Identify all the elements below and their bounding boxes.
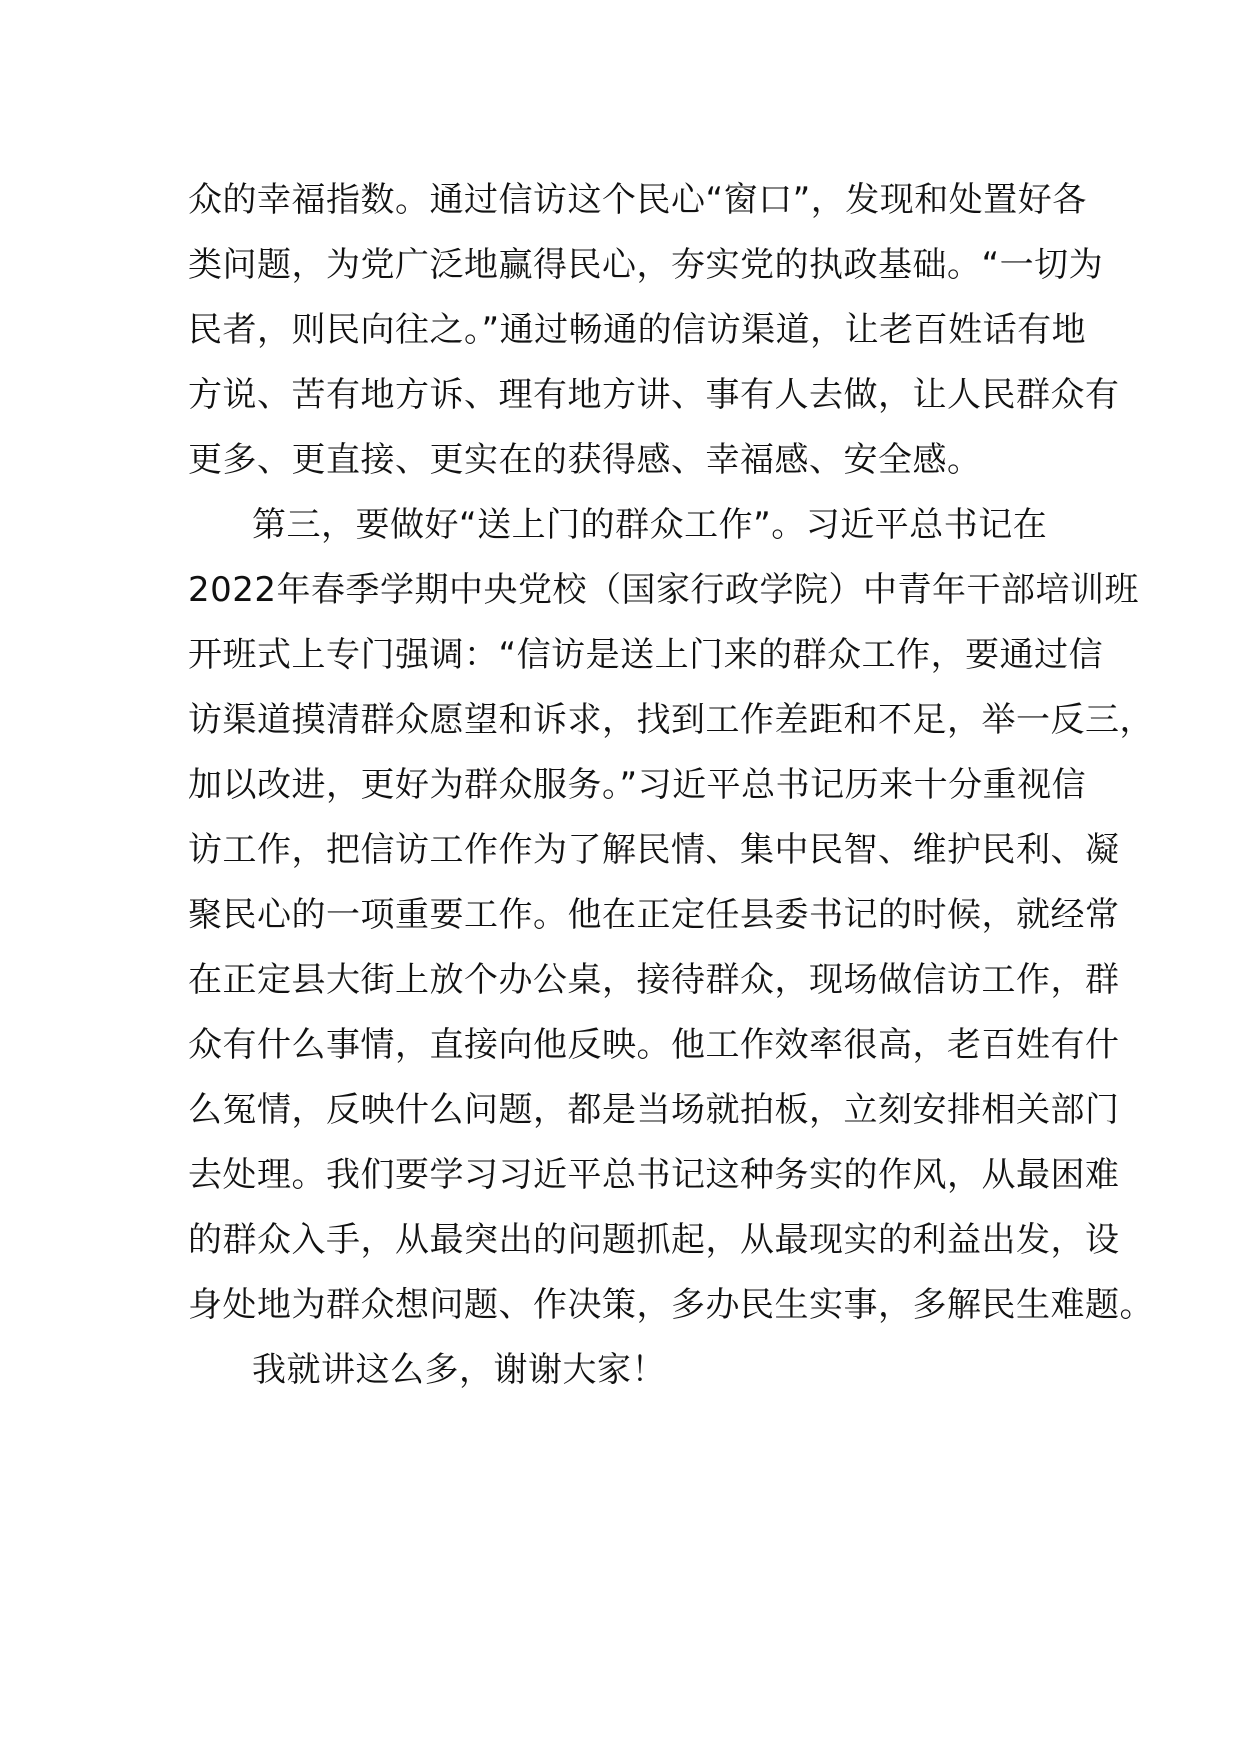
text-line: 访渠道摸清群众愿望和诉求，找到工作差距和不足，举一反三， — [188, 700, 1154, 740]
paragraph-start-line: 第三，要做好“送上门的群众工作”。习近平总书记在 — [252, 505, 1048, 545]
closing-line: 我就讲这么多，谢谢大家！ — [252, 1350, 666, 1390]
text-line: 开班式上专门强调：“信访是送上门来的群众工作，要通过信 — [188, 635, 1104, 675]
text-line: 聚民心的一项重要工作。他在正定任县委书记的时候，就经常 — [188, 895, 1120, 935]
text-line: 么冤情，反映什么问题，都是当场就拍板，立刻安排相关部门 — [188, 1090, 1120, 1130]
text-line: 访工作，把信访工作作为了解民情、集中民智、维护民利、凝 — [188, 830, 1120, 870]
text-line: 方说、苦有地方诉、理有地方讲、事有人去做，让人民群众有 — [188, 375, 1120, 415]
body-text — [188, 168, 1154, 1403]
text-line: 加以改进，更好为群众服务。”习近平总书记历来十分重视信 — [188, 765, 1087, 805]
text-line: 更多、更直接、更实在的获得感、幸福感、安全感。 — [188, 440, 982, 480]
text-line: 去处理。我们要学习习近平总书记这种务实的作风，从最困难 — [188, 1155, 1120, 1195]
text-line: 众的幸福指数。通过信访这个民心“窗口”，发现和处置好各 — [188, 180, 1087, 220]
text-line: 类问题，为党广泛地赢得民心，夯实党的执政基础。“一切为 — [188, 245, 1104, 285]
text-line: 民者，则民向往之。”通过畅通的信访渠道，让老百姓话有地 — [188, 310, 1087, 350]
text-line: 在正定县大街上放个办公桌，接待群众，现场做信访工作，群 — [188, 960, 1120, 1000]
text-line: 众有什么事情，直接向他反映。他工作效率很高，老百姓有什 — [188, 1025, 1120, 1065]
text-line: 的群众入手，从最突出的问题抓起，从最现实的利益出发，设 — [188, 1220, 1120, 1260]
text-line: 2022年春季学期中央党校（国家行政学院）中青年干部培训班 — [188, 570, 1140, 610]
text-line: 身处地为群众想问题、作决策，多办民生实事，多解民生难题。 — [188, 1285, 1154, 1325]
